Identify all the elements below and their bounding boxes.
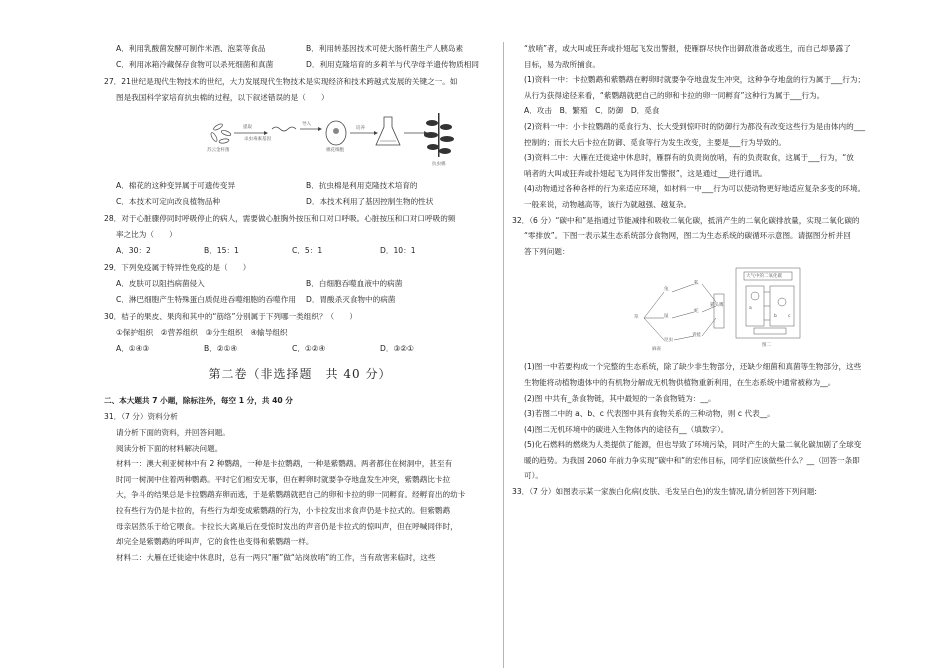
- q31-sub3-b: 哨者的大叫或狂奔或扑翅起飞为同伴发出警报”，这是通过___进行通讯。: [524, 168, 768, 178]
- q32-sub3: (3)若图二中的 a、b、c 代表图中具有食物关系的三种动物，则 c 代表__。: [524, 409, 775, 419]
- q31-cont-line-1: “放哨”者，或大叫或狂奔或扑翅起飞发出警报，使雁群尽快作出御敌准备或逃生，而自己却暴露了: [524, 44, 851, 53]
- q31-line-1: 请分析下面的资料，并回答问题。: [116, 428, 230, 438]
- label-sparrow: 麻雀: [652, 347, 661, 353]
- label-insect: 昆虫: [664, 338, 673, 344]
- q28-option-b: B．15：1: [204, 246, 239, 256]
- q27-option-c: C．本技术可定向改良植物品种: [116, 197, 221, 207]
- q31-sub4-a: (4)动物通过各种各样的行为来适应环境，如材料一中___行为可以使动物更好地适应复杂多变的环境。: [524, 184, 866, 194]
- q26-option-b: B．利用转基因技术可使大肠杆菌生产人胰岛素: [306, 44, 464, 53]
- figure-two-caption: 图二: [762, 343, 771, 349]
- q31-sub1-b: 从行为获得途径来看，“紫鹦鹉就把自己的卵和卡拉的卵一同孵育”这种行为属于___行为。: [524, 90, 825, 100]
- q27-stem-line-1: 27．21世纪是现代生物技术的世纪，大力发展现代生物技术是实现经济和技术跨越式发展的关键之一。如: [104, 76, 458, 86]
- q31-sub1-options: A．攻击 B．繁殖 C．防御 D．觅食: [524, 106, 660, 116]
- q27-options-row-2: [104, 197, 496, 207]
- q32-sub5-a: (5)化石燃料的燃烧为人类提供了能源，但也导致了环境污染，同时产生的大量二氧化碳加剧了全球变: [524, 440, 862, 450]
- q32-stem-line-1: 32．（6 分）“碳中和”是指通过节能减排和吸收二氧化碳，抵消产生的二氧化碳排放量，实现二氧化碳的: [512, 215, 860, 225]
- q26-options-row-1: [104, 44, 496, 54]
- q27-option-b: B．抗虫棉是利用克隆技术培育的: [306, 181, 418, 191]
- part2-title: 第二卷（非选择题 共 40 分）: [208, 367, 392, 382]
- bacterium-icon: [210, 123, 232, 144]
- left-column: [104, 44, 496, 568]
- q31-sub1-a: (1)资料一中：卡拉鹦鹉和紫鹦鹉在孵卵时就要争夺地盘发生冲突，这种争夺地盘的行为属于___行为；: [524, 75, 866, 85]
- label-extract: 提取: [243, 125, 252, 131]
- q32-figures: [512, 262, 850, 354]
- q32-sub5-b: 暖的趋势。为我国 2060 年前力争实现“碳中和”的宏伟目标，同学们应该做些什么？__（回答一条即: [524, 455, 860, 465]
- q31-head: 31．（7 分）资料分析: [104, 412, 178, 422]
- label-mouse: 鼠: [664, 314, 669, 320]
- q26-options-row-2: [104, 60, 496, 70]
- q26-option-c: C．利用冰箱冷藏保存食物可以杀死细菌和真菌: [116, 60, 274, 70]
- q31-line-5: 大，争斗的结果总是卡拉鹦鹉弃卵而逃，于是紫鹦鹉就把自己的卵和卡拉的卵一同孵育。经孵育出的幼卡: [116, 490, 466, 500]
- q32-stem-line-3: 答下列问题：: [524, 246, 570, 256]
- q29-options-row-1: [104, 279, 496, 289]
- label-import: 导入: [302, 122, 311, 128]
- q28-option-c: C．5：1: [292, 246, 323, 256]
- q32-sub4: (4)图二无机环境中的碳进入生物体内的途径有__（填数字）。: [524, 424, 729, 434]
- q26-option-d: D．利用克隆培育的多莉羊与代孕母羊遗传物质相同: [306, 60, 479, 70]
- q31-line-2: 阅读分析下面的材料解决问题。: [116, 443, 223, 453]
- label-cotton-plant: 抗虫棉: [432, 162, 446, 168]
- label-culture: 培养: [356, 126, 365, 132]
- label-cotton-cell: 棉花细胞: [326, 148, 344, 154]
- q28-option-d: D．10：1: [380, 246, 416, 256]
- q31-line-6: 拉有些行为仍是卡拉的，有些行为却变成紫鹦鹉的行为，小卡拉发出求食声仍是卡拉式的。但紫鹦鹉: [116, 506, 451, 516]
- label-frog: 青蛙: [692, 333, 701, 339]
- q29-options-row-2: [104, 295, 496, 305]
- q28-stem-line-2: 率之比为（ ）: [116, 230, 177, 240]
- food-web-and-carbon-cycle: [512, 262, 850, 354]
- q30-options: [104, 344, 496, 354]
- q31-line-3: 材料一：澳大利亚树林中有 2 种鹦鹉，一种是卡拉鹦鹉，一种是紫鹦鹉。两者都住在树洞中，甚至有: [116, 459, 453, 469]
- q29-option-b: B．白细胞吞噬血液中的病菌: [306, 278, 403, 288]
- cotton-plant-icon: [424, 113, 454, 157]
- label-gene: 杀虫毒素基因: [244, 137, 271, 143]
- q31-sub2-b: 控制的；而长大后卡拉在防御、觅食等行为发生改变，主要是___行为导致的。: [524, 137, 786, 147]
- label-owl: 猫头鹰: [710, 303, 724, 309]
- q29-option-a: A．皮肤可以阻挡病菌侵入: [116, 278, 205, 288]
- label-atmospheric-co2: 大气中的二氧化碳: [746, 274, 782, 280]
- q28-options: [104, 246, 496, 256]
- gene-icon: [272, 127, 296, 131]
- q32-sub2: (2)图 中共有_条食物链，其中最短的一条食物链为：__。: [524, 393, 716, 403]
- q29-option-c: C．淋巴细胞产生特殊蛋白质促进吞噬细胞的吞噬作用: [116, 295, 296, 305]
- q30-choices: ①保护组织 ②营养组织 ③分生组织 ④输导组织: [116, 327, 288, 337]
- label-grass: 草: [634, 315, 639, 321]
- label-bacterium: 苏云金杆菌: [207, 148, 230, 154]
- q32-stem-line-2: “零排放”。下图一表示某生态系统部分食物网，图二为生态系统的碳循环示意图。请据图分析并回: [524, 231, 851, 241]
- label-b: b: [774, 314, 777, 320]
- q33-stem: 33．（7 分）如图表示某一家族白化病(皮肤、毛发呈白色)的发生情况,请分析回答下列问题:: [512, 487, 817, 497]
- q27-options-row-1: [104, 181, 496, 191]
- q32-sub1-a: (1)图一中若要构成一个完整的生态系统，除了缺少非生物部分，还缺少细菌和真菌等生物部分，这些: [524, 362, 862, 372]
- q27-option-a: A．棉花的这种变异属于可遗传变异: [116, 181, 236, 191]
- q30-option-c: C．①②④: [292, 344, 326, 354]
- q30-option-d: D．③②①: [380, 344, 414, 354]
- q31-line-8: 却完全是紫鹦鹉的呼叫声，它的食性也变得和紫鹦鹉一样。: [116, 537, 314, 547]
- column-divider: [503, 42, 504, 668]
- q28-option-a: A．30：2: [116, 246, 151, 256]
- q30-option-a: A．①④③: [116, 344, 150, 354]
- q32-sub5-c: 可）。: [524, 471, 543, 481]
- q31-line-9: 材料二：大雁在迁徙途中休息时，总有一两只“雁”做“站岗放哨”的工作，当有敌害来临时，这些: [116, 552, 436, 562]
- q27-option-d: D．本技术利用了基因控制生物的性状: [306, 197, 434, 207]
- part2-subtitle: 二、本大题共 7 小题，除标注外，每空 1 分，共 40 分: [104, 396, 293, 406]
- label-fox: 狐: [694, 281, 699, 287]
- q30-option-b: B．②①④: [204, 344, 238, 354]
- q31-cont-line-2: 目标，易为敌所捕食。: [524, 59, 600, 69]
- q27-figure: [104, 109, 496, 177]
- q31-sub3-a: (3)资料二中：大雁在迁徙途中休息时，雁群有的负责岗放哨，有的负责取食，这属于___行为，“放: [524, 153, 854, 163]
- right-column: [512, 44, 866, 503]
- food-web-lines: [644, 284, 716, 340]
- q31-sub4-b: 一般来说，动物越高等，该行为就越强、越复杂。: [524, 199, 692, 209]
- q29-option-d: D．胃酸杀灭食物中的病菌: [306, 295, 396, 305]
- q28-stem-line-1: 28．对于心脏骤停同时呼吸停止的病人，需要做心脏胸外按压和口对口呼吸。心脏按压和口对口呼吸的频: [104, 213, 456, 223]
- q26-option-a: A．利用乳酸菌发酵可制作米酒、泡菜等食品: [116, 44, 266, 53]
- label-rabbit: 兔: [664, 287, 669, 293]
- label-a: a: [749, 306, 752, 312]
- q31-sub2-a: (2)资料一中：小卡拉鹦鹉的觅食行为、长大受到惊吓时的防御行为都没有改变这些行为是由体内的___: [524, 121, 866, 131]
- q29-stem: 29．下列免疫属于特异性免疫的是（ ）: [104, 262, 251, 272]
- q31-line-7: 母亲居然乐于给它喂食。卡拉长大离巢后在受惊时发出的声音仍是卡拉式的惊叫声，但在呼喊同伴时，: [116, 521, 458, 531]
- q30-stem: 30．桔子的果皮、果肉和其中的“筋络”分别属于下列哪一类组织？（ ）: [104, 311, 357, 321]
- label-c: c: [788, 314, 791, 320]
- q32-sub1-b: 生物能将动植物遗体中的有机物分解成无机物供植物重新利用，在生态系统中通常被称为__。: [524, 377, 836, 387]
- q31-line-4: 时同一树洞中住着两种鹦鹉。平时它们相安无事，但在孵卵时就要争夺地盘发生冲突，紫鹦鹉比卡拉: [116, 474, 451, 484]
- label-snake: 蛇: [694, 309, 699, 315]
- q27-stem-line-2: 图是我国科学家培育抗虫棉的过程，以下叙述错误的是（ ）: [116, 92, 329, 102]
